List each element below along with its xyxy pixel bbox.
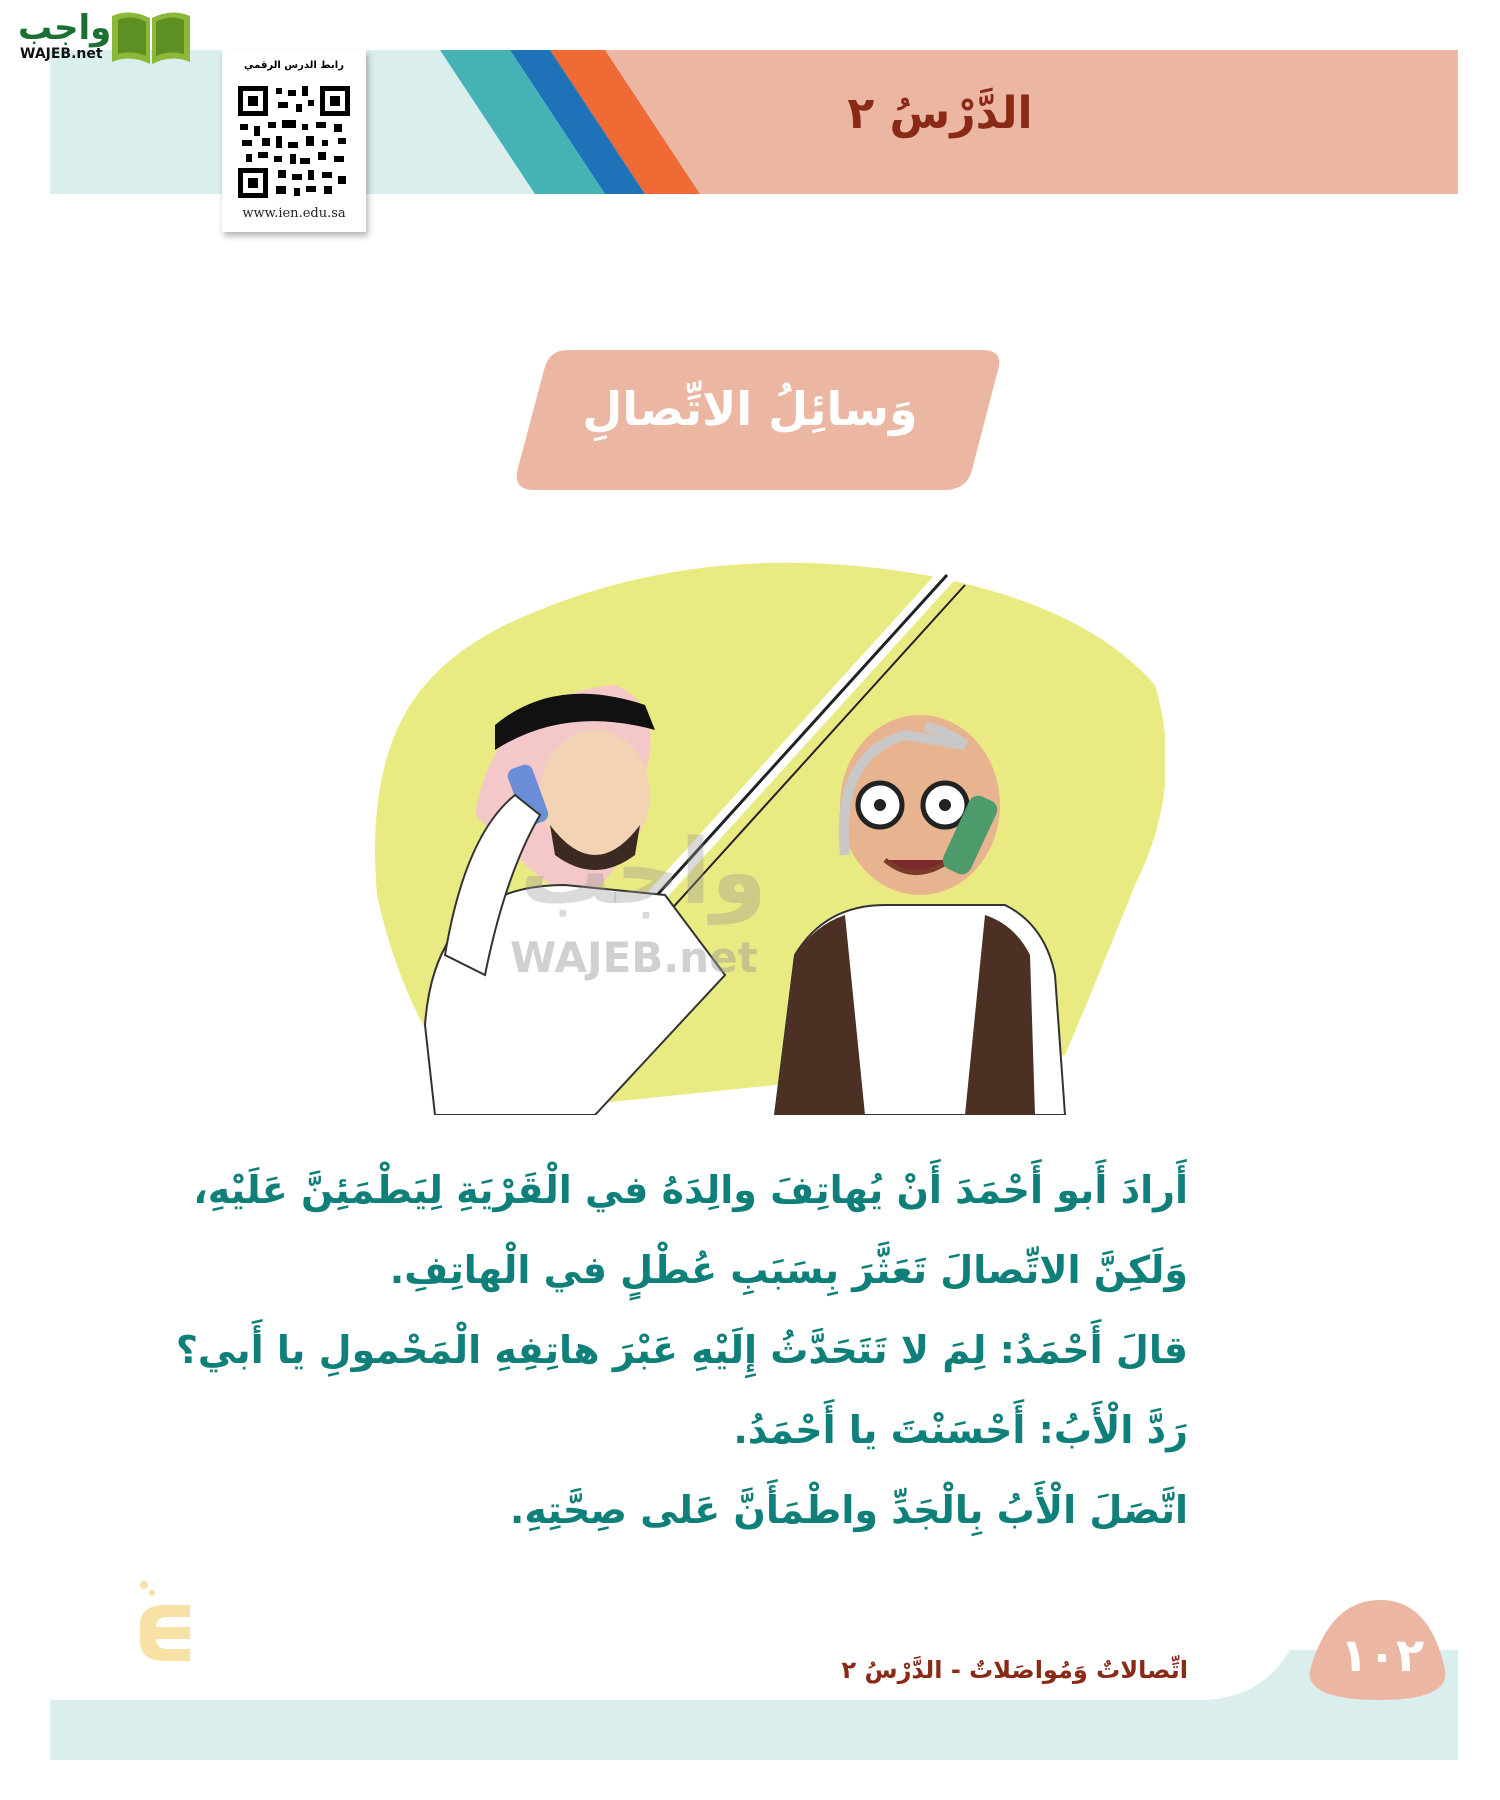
- footer-band: [0, 1580, 1500, 1800]
- open-book-icon: [108, 6, 194, 66]
- watermark-latin: WAJEB.net: [510, 933, 758, 982]
- story-line-1: أَرادَ أَبو أَحْمَدَ أَنْ يُهاتِفَ والِدَهُ في الْقَرْيَةِ لِيَطْمَئِنَّ عَلَيْهِ،: [193, 1168, 1188, 1212]
- story-line-3: قالَ أَحْمَدُ: لِمَ لا تَتَحَدَّثُ إِلَيْهِ عَبْرَ هاتِفِهِ الْمَحْمولِ يا أَبي؟: [175, 1328, 1188, 1372]
- story-text: [175, 1150, 1188, 1550]
- watermark-arabic: واجب: [520, 820, 767, 925]
- story-line-4: رَدَّ الْأَبُ: أَحْسَنْتَ يا أَحْمَدُ.: [733, 1408, 1188, 1452]
- brand-logo[interactable]: [8, 4, 190, 64]
- qr-url[interactable]: www.ien.edu.sa: [242, 206, 346, 221]
- qr-label: رابط الدرس الرقمي: [244, 60, 344, 71]
- qr-card[interactable]: [222, 50, 366, 232]
- page-number: ١٠٢: [1339, 1628, 1425, 1682]
- qr-code-icon[interactable]: [238, 86, 350, 198]
- story-line-5: اتَّصَلَ الْأَبُ بِالْجَدِّ واطْمَأَنَّ عَلى صِحَّتِهِ.: [509, 1488, 1188, 1532]
- brand-name-latin: WAJEB.net: [20, 46, 103, 62]
- decorative-logo-icon: [130, 1575, 200, 1665]
- lesson-title: الدَّرْسُ ٢: [847, 88, 1033, 139]
- brand-name-arabic: واجب: [18, 8, 112, 48]
- footer-lesson-label: اتِّصالاتٌ وَمُواصَلاتٌ - الدَّرْسُ ٢: [841, 1656, 1188, 1684]
- section-title: وَسائِلُ الاتِّصالِ: [582, 382, 918, 436]
- story-line-2: وَلَكِنَّ الاتِّصالَ تَعَثَّرَ بِسَبَبِ عُطْلٍ في الْهاتِفِ.: [389, 1248, 1188, 1292]
